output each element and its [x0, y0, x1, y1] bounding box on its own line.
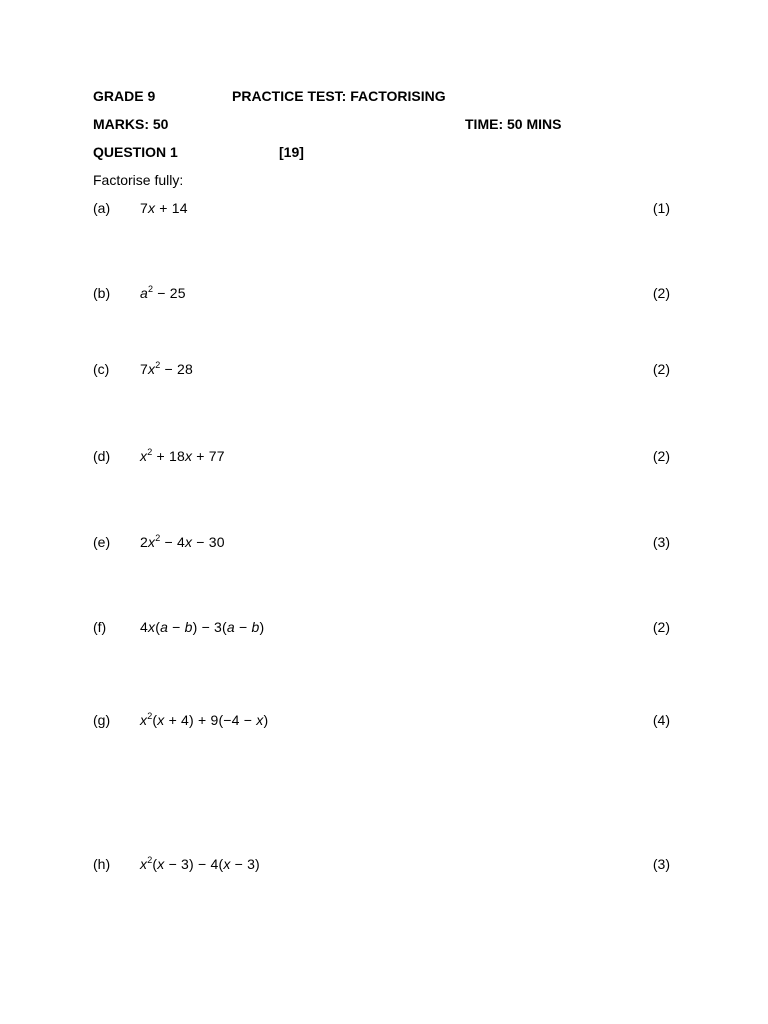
instruction-text: Factorise fully: [93, 172, 184, 188]
question-expression: 7x + 14 [140, 200, 188, 216]
question-marks: (4) [652, 712, 670, 728]
question-row-e [93, 533, 670, 551]
question-label: (h) [93, 856, 111, 872]
question-label: (f) [93, 619, 107, 635]
question-row-c [93, 360, 670, 378]
test-title: PRACTICE TEST: FACTORISING [232, 88, 446, 104]
question-label: (g) [93, 712, 111, 728]
question-total: [19] [279, 144, 304, 160]
question-marks: (1) [652, 200, 670, 216]
time-label: TIME: 50 MINS [465, 116, 562, 132]
question-row-f [93, 618, 670, 636]
question-marks: (3) [652, 856, 670, 872]
question-label: (d) [93, 448, 111, 464]
question-label: (e) [93, 534, 111, 550]
question-marks: (2) [652, 285, 670, 301]
question-label: (a) [93, 200, 111, 216]
marks-label: MARKS: 50 [93, 116, 169, 132]
question-expression: $7x^2 - 28$ [140, 360, 193, 377]
question-expression: $2x^2 - 4x - 30$ [140, 533, 225, 550]
question-expression: $x^2 + 18x + 77$ [140, 447, 225, 464]
question-marks: (2) [652, 361, 670, 377]
question-label: (c) [93, 361, 110, 377]
question-expression: $x^2(x - 3) - 4(x - 3)$ [140, 855, 260, 872]
question-row-b [93, 284, 670, 302]
question-row-d [93, 447, 670, 465]
question-expression: $x^2(x + 4) + 9(-4 - x)$ [140, 711, 269, 728]
question-expression: 4x(a − b) − 3(a − b) [140, 619, 265, 635]
question-row-g [93, 711, 670, 729]
question-row-h [93, 855, 670, 873]
grade-label: GRADE 9 [93, 88, 156, 104]
question-heading: QUESTION 1 [93, 144, 178, 160]
question-marks: (2) [652, 619, 670, 635]
question-label: (b) [93, 285, 111, 301]
question-expression: $a^2 - 25$ [140, 284, 186, 301]
question-marks: (2) [652, 448, 670, 464]
question-marks: (3) [652, 534, 670, 550]
question-row-a [93, 199, 670, 217]
